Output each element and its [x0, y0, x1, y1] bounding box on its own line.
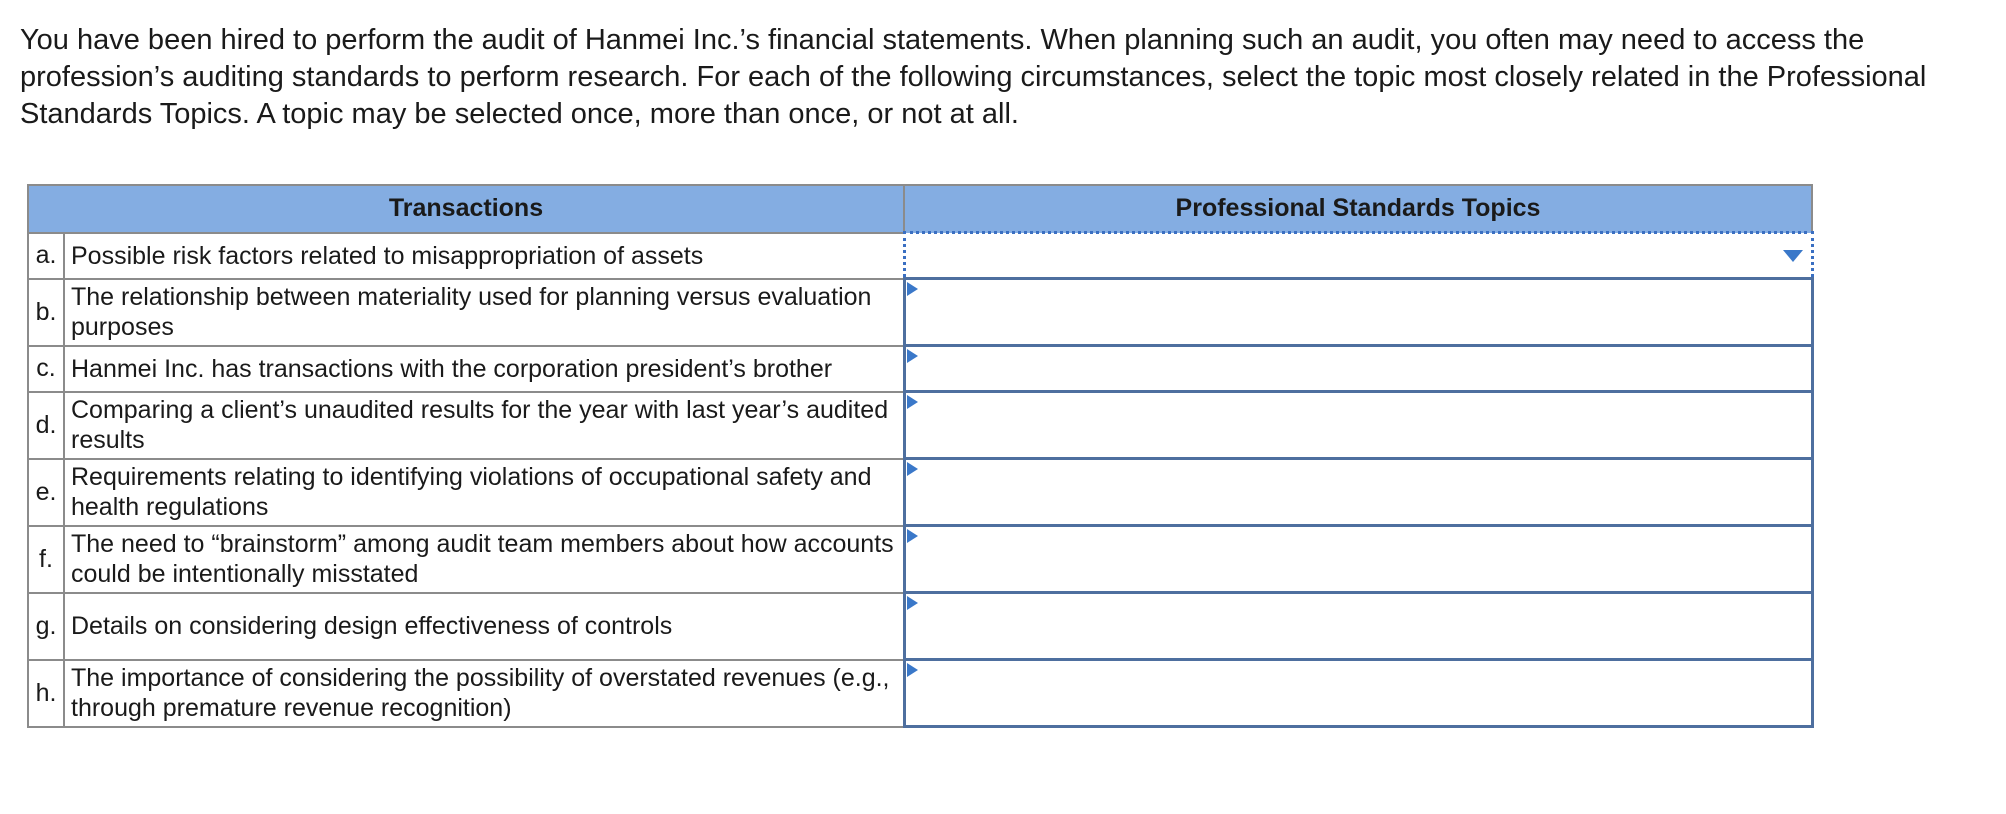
row-letter: a.	[28, 233, 64, 279]
triangle-right-icon	[907, 349, 918, 363]
row-letter: b.	[28, 279, 64, 346]
table-row-a	[28, 233, 1812, 279]
table-row-h	[28, 660, 1812, 727]
column-header-topics: Professional Standards Topics	[904, 185, 1812, 233]
triangle-right-icon	[907, 395, 918, 409]
row-letter: e.	[28, 459, 64, 526]
topic-select-d[interactable]	[904, 392, 1812, 459]
matching-table	[27, 184, 1814, 728]
triangle-right-icon	[907, 529, 918, 543]
column-header-transactions: Transactions	[28, 185, 904, 233]
table-row-g	[28, 593, 1812, 660]
triangle-right-icon	[907, 282, 918, 296]
triangle-right-icon	[907, 596, 918, 610]
row-description: Details on considering design effectiveness of controls	[64, 593, 904, 660]
table-row-d	[28, 392, 1812, 459]
topic-select-e[interactable]	[904, 459, 1812, 526]
table-row-b	[28, 279, 1812, 346]
row-letter: d.	[28, 392, 64, 459]
row-description: The relationship between materiality used for planning versus evaluation purposes	[64, 279, 904, 346]
triangle-right-icon	[907, 462, 918, 476]
chevron-down-icon[interactable]	[1783, 250, 1803, 262]
topic-select-c[interactable]	[904, 346, 1812, 392]
topic-select-a[interactable]	[904, 233, 1812, 279]
table-row-e	[28, 459, 1812, 526]
row-description: Comparing a client’s unaudited results for the year with last year’s audited results	[64, 392, 904, 459]
row-letter: c.	[28, 346, 64, 392]
row-letter: h.	[28, 660, 64, 727]
row-description: Requirements relating to identifying violations of occupational safety and health regulations	[64, 459, 904, 526]
row-description: The need to “brainstorm” among audit team members about how accounts could be intentionally misstated	[64, 526, 904, 593]
row-description: The importance of considering the possibility of overstated revenues (e.g., through premature revenue recognition)	[64, 660, 904, 727]
table-row-c	[28, 346, 1812, 392]
topic-select-b[interactable]	[904, 279, 1812, 346]
row-description: Hanmei Inc. has transactions with the corporation president’s brother	[64, 346, 904, 392]
instructions-text: You have been hired to perform the audit of Hanmei Inc.’s financial statements. When planning such an audit, you often may need to access the profession’s auditing standards to perform research. For each of the following circumstances, select the topic most closely related in the Professional Standards Topics. A topic may be selected once, more than once, or not at all.	[20, 24, 1927, 130]
table-row-f	[28, 526, 1812, 593]
row-description: Possible risk factors related to misappropriation of assets	[64, 233, 904, 279]
topic-select-f[interactable]	[904, 526, 1812, 593]
triangle-right-icon	[907, 663, 918, 677]
row-letter: f.	[28, 526, 64, 593]
topic-select-h[interactable]	[904, 660, 1812, 727]
topic-select-g[interactable]	[904, 593, 1812, 660]
row-letter: g.	[28, 593, 64, 660]
table-header-row	[28, 185, 1812, 233]
